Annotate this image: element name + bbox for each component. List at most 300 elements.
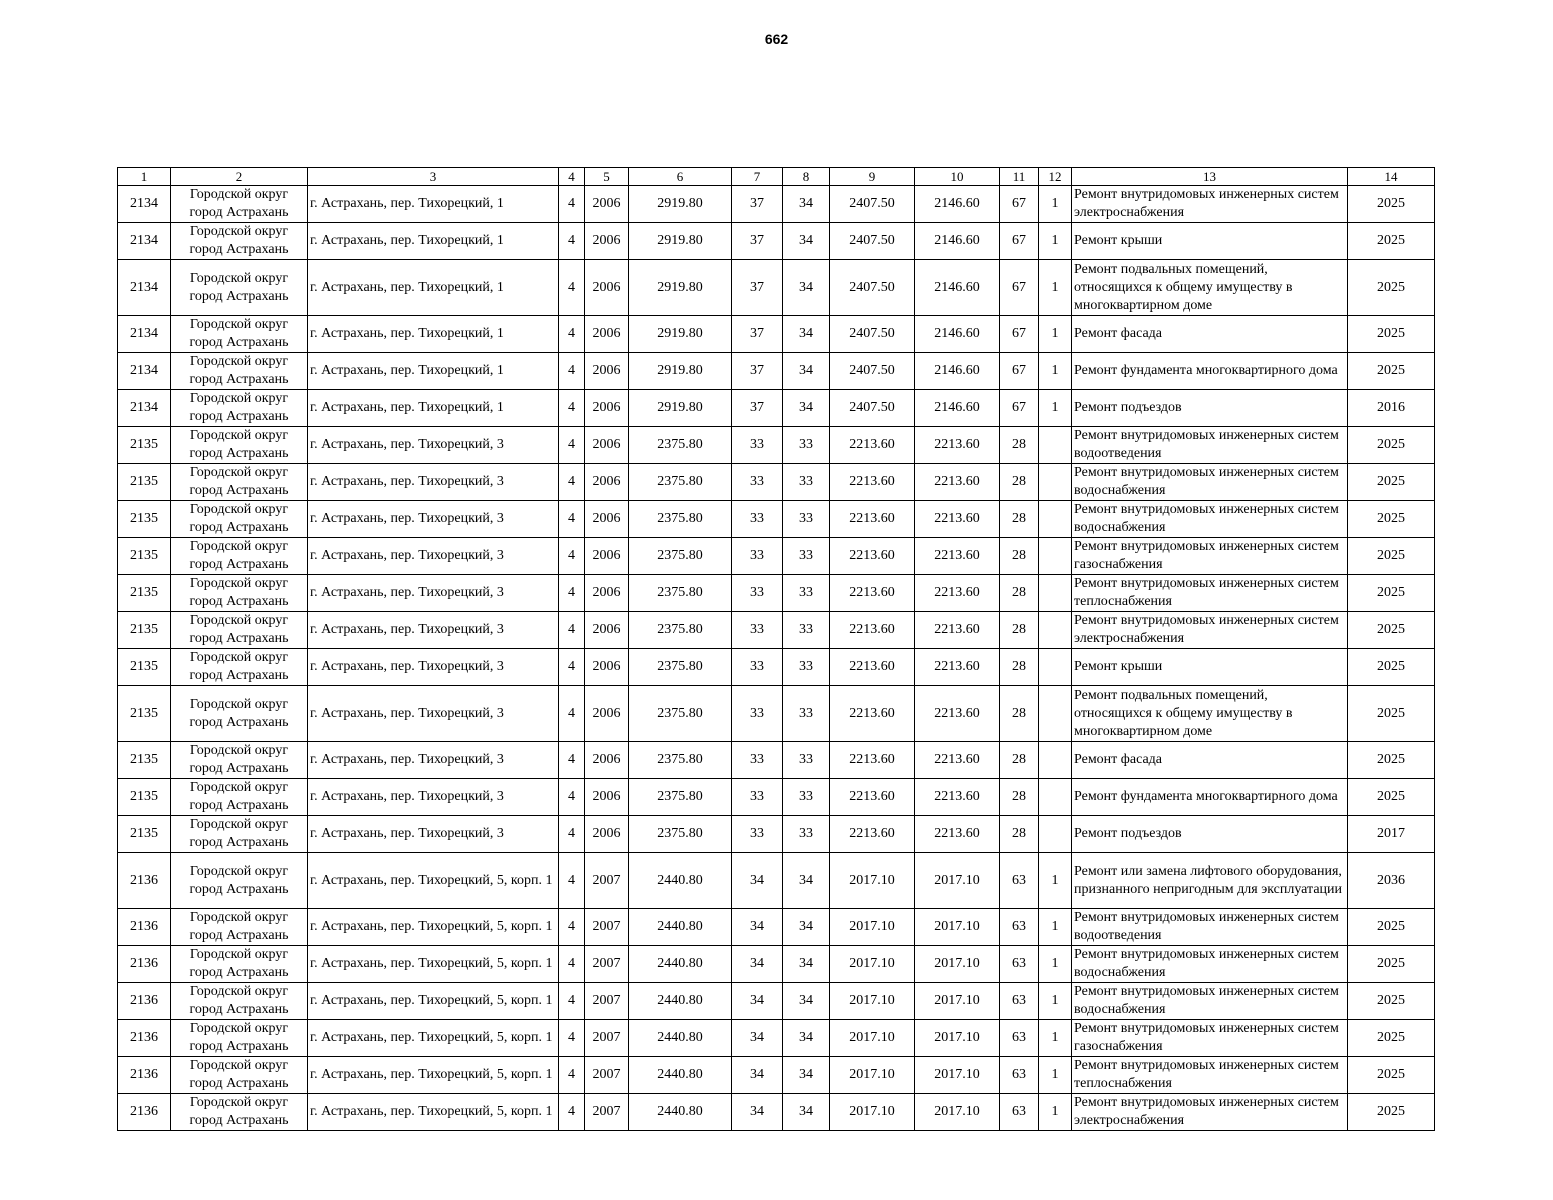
year-cell: 2006 <box>585 260 629 316</box>
municipality-cell: Городской округ город Астрахань <box>171 909 308 946</box>
planned-year-cell: 2025 <box>1348 186 1435 223</box>
col-7-value-cell: 34 <box>732 983 783 1020</box>
col-8-value-cell: 34 <box>783 390 830 427</box>
planned-year-cell: 2025 <box>1348 575 1435 612</box>
year-cell: 2006 <box>585 390 629 427</box>
col-4-value-cell: 4 <box>559 1020 585 1057</box>
planned-year-cell: 2025 <box>1348 353 1435 390</box>
col-12-value-cell: 1 <box>1039 223 1072 260</box>
table-row <box>118 464 1435 501</box>
column-number-1: 1 <box>118 168 171 186</box>
work-type-cell: Ремонт внутридомовых инженерных систем водоотведения <box>1072 909 1348 946</box>
col-8-value-cell: 34 <box>783 909 830 946</box>
record-id-cell: 2134 <box>118 223 171 260</box>
col-9-area-cell: 2017.10 <box>830 1094 915 1131</box>
col-7-value-cell: 34 <box>732 909 783 946</box>
table-row <box>118 909 1435 946</box>
year-cell: 2006 <box>585 686 629 742</box>
col-7-value-cell: 33 <box>732 538 783 575</box>
table-row <box>118 260 1435 316</box>
address-cell: г. Астрахань, пер. Тихорецкий, 5, корп. 1 <box>308 853 559 909</box>
col-6-area-cell: 2440.80 <box>629 853 732 909</box>
table-row <box>118 1094 1435 1131</box>
col-10-area-cell: 2017.10 <box>915 909 1000 946</box>
col-8-value-cell: 34 <box>783 316 830 353</box>
col-8-value-cell: 34 <box>783 223 830 260</box>
municipality-cell: Городской округ город Астрахань <box>171 260 308 316</box>
column-number-14: 14 <box>1348 168 1435 186</box>
col-11-value-cell: 28 <box>1000 612 1039 649</box>
municipality-cell: Городской округ город Астрахань <box>171 316 308 353</box>
col-6-area-cell: 2440.80 <box>629 909 732 946</box>
table-row <box>118 186 1435 223</box>
col-7-value-cell: 34 <box>732 1057 783 1094</box>
municipality-cell: Городской округ город Астрахань <box>171 464 308 501</box>
work-type-cell: Ремонт внутридомовых инженерных систем теплоснабжения <box>1072 575 1348 612</box>
table-row <box>118 612 1435 649</box>
col-10-area-cell: 2146.60 <box>915 260 1000 316</box>
address-cell: г. Астрахань, пер. Тихорецкий, 5, корп. 1 <box>308 983 559 1020</box>
address-cell: г. Астрахань, пер. Тихорецкий, 5, корп. 1 <box>308 1094 559 1131</box>
col-4-value-cell: 4 <box>559 909 585 946</box>
year-cell: 2006 <box>585 353 629 390</box>
work-type-cell: Ремонт внутридомовых инженерных систем водоотведения <box>1072 427 1348 464</box>
record-id-cell: 2136 <box>118 1057 171 1094</box>
col-10-area-cell: 2213.60 <box>915 816 1000 853</box>
col-10-area-cell: 2213.60 <box>915 501 1000 538</box>
col-4-value-cell: 4 <box>559 575 585 612</box>
col-11-value-cell: 63 <box>1000 1057 1039 1094</box>
col-8-value-cell: 34 <box>783 946 830 983</box>
col-9-area-cell: 2017.10 <box>830 1020 915 1057</box>
address-cell: г. Астрахань, пер. Тихорецкий, 3 <box>308 649 559 686</box>
col-9-area-cell: 2017.10 <box>830 1057 915 1094</box>
col-12-value-cell: 1 <box>1039 353 1072 390</box>
record-id-cell: 2135 <box>118 612 171 649</box>
col-8-value-cell: 34 <box>783 260 830 316</box>
table-row <box>118 946 1435 983</box>
column-number-5: 5 <box>585 168 629 186</box>
column-number-11: 11 <box>1000 168 1039 186</box>
municipality-cell: Городской округ город Астрахань <box>171 686 308 742</box>
planned-year-cell: 2025 <box>1348 909 1435 946</box>
col-9-area-cell: 2407.50 <box>830 223 915 260</box>
col-12-value-cell <box>1039 612 1072 649</box>
col-4-value-cell: 4 <box>559 1057 585 1094</box>
col-10-area-cell: 2213.60 <box>915 686 1000 742</box>
work-type-cell: Ремонт или замена лифтового оборудования, признанного непригодным для эксплуатации <box>1072 853 1348 909</box>
col-12-value-cell: 1 <box>1039 186 1072 223</box>
work-type-cell: Ремонт подъездов <box>1072 816 1348 853</box>
col-4-value-cell: 4 <box>559 223 585 260</box>
work-type-cell: Ремонт внутридомовых инженерных систем газоснабжения <box>1072 538 1348 575</box>
col-6-area-cell: 2440.80 <box>629 1020 732 1057</box>
col-11-value-cell: 28 <box>1000 686 1039 742</box>
col-8-value-cell: 34 <box>783 1057 830 1094</box>
table-row <box>118 742 1435 779</box>
record-id-cell: 2135 <box>118 742 171 779</box>
column-number-row <box>118 168 1435 186</box>
col-6-area-cell: 2375.80 <box>629 742 732 779</box>
column-number-12: 12 <box>1039 168 1072 186</box>
column-number-9: 9 <box>830 168 915 186</box>
year-cell: 2006 <box>585 223 629 260</box>
planned-year-cell: 2036 <box>1348 853 1435 909</box>
col-6-area-cell: 2375.80 <box>629 501 732 538</box>
col-8-value-cell: 33 <box>783 612 830 649</box>
col-7-value-cell: 33 <box>732 779 783 816</box>
col-9-area-cell: 2017.10 <box>830 909 915 946</box>
col-7-value-cell: 34 <box>732 1094 783 1131</box>
col-7-value-cell: 34 <box>732 853 783 909</box>
col-11-value-cell: 28 <box>1000 575 1039 612</box>
address-cell: г. Астрахань, пер. Тихорецкий, 3 <box>308 464 559 501</box>
col-4-value-cell: 4 <box>559 1094 585 1131</box>
col-11-value-cell: 63 <box>1000 983 1039 1020</box>
col-4-value-cell: 4 <box>559 816 585 853</box>
col-6-area-cell: 2375.80 <box>629 649 732 686</box>
municipality-cell: Городской округ город Астрахань <box>171 501 308 538</box>
col-7-value-cell: 33 <box>732 464 783 501</box>
table-row <box>118 649 1435 686</box>
col-4-value-cell: 4 <box>559 186 585 223</box>
col-10-area-cell: 2213.60 <box>915 538 1000 575</box>
municipality-cell: Городской округ город Астрахань <box>171 390 308 427</box>
col-9-area-cell: 2407.50 <box>830 260 915 316</box>
col-7-value-cell: 37 <box>732 353 783 390</box>
planned-year-cell: 2025 <box>1348 1057 1435 1094</box>
col-7-value-cell: 37 <box>732 316 783 353</box>
record-id-cell: 2135 <box>118 501 171 538</box>
col-11-value-cell: 28 <box>1000 779 1039 816</box>
planned-year-cell: 2025 <box>1348 464 1435 501</box>
work-type-cell: Ремонт подъездов <box>1072 390 1348 427</box>
work-type-cell: Ремонт внутридомовых инженерных систем водоснабжения <box>1072 946 1348 983</box>
col-8-value-cell: 33 <box>783 779 830 816</box>
col-9-area-cell: 2213.60 <box>830 501 915 538</box>
col-8-value-cell: 34 <box>783 1094 830 1131</box>
table-row <box>118 1020 1435 1057</box>
col-12-value-cell: 1 <box>1039 316 1072 353</box>
address-cell: г. Астрахань, пер. Тихорецкий, 3 <box>308 686 559 742</box>
col-12-value-cell <box>1039 816 1072 853</box>
col-4-value-cell: 4 <box>559 779 585 816</box>
planned-year-cell: 2025 <box>1348 649 1435 686</box>
planned-year-cell: 2025 <box>1348 316 1435 353</box>
record-id-cell: 2134 <box>118 316 171 353</box>
col-7-value-cell: 33 <box>732 649 783 686</box>
address-cell: г. Астрахань, пер. Тихорецкий, 1 <box>308 390 559 427</box>
col-10-area-cell: 2213.60 <box>915 464 1000 501</box>
planned-year-cell: 2017 <box>1348 816 1435 853</box>
municipality-cell: Городской округ город Астрахань <box>171 1057 308 1094</box>
work-type-cell: Ремонт внутридомовых инженерных систем водоснабжения <box>1072 983 1348 1020</box>
record-id-cell: 2136 <box>118 1094 171 1131</box>
col-4-value-cell: 4 <box>559 983 585 1020</box>
col-6-area-cell: 2919.80 <box>629 390 732 427</box>
planned-year-cell: 2025 <box>1348 501 1435 538</box>
record-id-cell: 2136 <box>118 853 171 909</box>
address-cell: г. Астрахань, пер. Тихорецкий, 1 <box>308 223 559 260</box>
col-7-value-cell: 33 <box>732 742 783 779</box>
col-8-value-cell: 34 <box>783 853 830 909</box>
planned-year-cell: 2025 <box>1348 1094 1435 1131</box>
municipality-cell: Городской округ город Астрахань <box>171 816 308 853</box>
municipality-cell: Городской округ город Астрахань <box>171 575 308 612</box>
repair-registry-table <box>117 167 1435 1131</box>
col-4-value-cell: 4 <box>559 316 585 353</box>
work-type-cell: Ремонт внутридомовых инженерных систем газоснабжения <box>1072 1020 1348 1057</box>
col-9-area-cell: 2213.60 <box>830 612 915 649</box>
col-11-value-cell: 28 <box>1000 427 1039 464</box>
col-6-area-cell: 2375.80 <box>629 686 732 742</box>
col-4-value-cell: 4 <box>559 260 585 316</box>
col-11-value-cell: 67 <box>1000 223 1039 260</box>
col-10-area-cell: 2017.10 <box>915 946 1000 983</box>
planned-year-cell: 2025 <box>1348 612 1435 649</box>
col-8-value-cell: 34 <box>783 1020 830 1057</box>
address-cell: г. Астрахань, пер. Тихорецкий, 3 <box>308 575 559 612</box>
address-cell: г. Астрахань, пер. Тихорецкий, 5, корп. 1 <box>308 909 559 946</box>
work-type-cell: Ремонт внутридомовых инженерных систем водоснабжения <box>1072 464 1348 501</box>
year-cell: 2006 <box>585 501 629 538</box>
col-9-area-cell: 2407.50 <box>830 390 915 427</box>
address-cell: г. Астрахань, пер. Тихорецкий, 3 <box>308 816 559 853</box>
municipality-cell: Городской округ город Астрахань <box>171 538 308 575</box>
col-10-area-cell: 2146.60 <box>915 316 1000 353</box>
work-type-cell: Ремонт внутридомовых инженерных систем электроснабжения <box>1072 1094 1348 1131</box>
col-8-value-cell: 33 <box>783 742 830 779</box>
table-row <box>118 538 1435 575</box>
column-number-8: 8 <box>783 168 830 186</box>
col-7-value-cell: 33 <box>732 501 783 538</box>
year-cell: 2006 <box>585 316 629 353</box>
year-cell: 2007 <box>585 1020 629 1057</box>
record-id-cell: 2135 <box>118 538 171 575</box>
table-row <box>118 353 1435 390</box>
col-9-area-cell: 2017.10 <box>830 946 915 983</box>
work-type-cell: Ремонт крыши <box>1072 649 1348 686</box>
col-12-value-cell <box>1039 742 1072 779</box>
col-10-area-cell: 2017.10 <box>915 983 1000 1020</box>
col-8-value-cell: 34 <box>783 983 830 1020</box>
col-11-value-cell: 63 <box>1000 909 1039 946</box>
col-12-value-cell <box>1039 779 1072 816</box>
municipality-cell: Городской округ город Астрахань <box>171 353 308 390</box>
col-7-value-cell: 33 <box>732 816 783 853</box>
address-cell: г. Астрахань, пер. Тихорецкий, 3 <box>308 427 559 464</box>
address-cell: г. Астрахань, пер. Тихорецкий, 1 <box>308 316 559 353</box>
col-4-value-cell: 4 <box>559 353 585 390</box>
municipality-cell: Городской округ город Астрахань <box>171 853 308 909</box>
record-id-cell: 2135 <box>118 649 171 686</box>
year-cell: 2007 <box>585 909 629 946</box>
col-4-value-cell: 4 <box>559 649 585 686</box>
col-8-value-cell: 33 <box>783 501 830 538</box>
record-id-cell: 2134 <box>118 353 171 390</box>
year-cell: 2006 <box>585 427 629 464</box>
work-type-cell: Ремонт фундамента многоквартирного дома <box>1072 353 1348 390</box>
col-11-value-cell: 67 <box>1000 316 1039 353</box>
col-11-value-cell: 28 <box>1000 742 1039 779</box>
record-id-cell: 2135 <box>118 816 171 853</box>
col-11-value-cell: 28 <box>1000 464 1039 501</box>
year-cell: 2006 <box>585 742 629 779</box>
col-11-value-cell: 67 <box>1000 390 1039 427</box>
municipality-cell: Городской округ город Астрахань <box>171 649 308 686</box>
col-10-area-cell: 2017.10 <box>915 1020 1000 1057</box>
col-8-value-cell: 34 <box>783 186 830 223</box>
column-number-4: 4 <box>559 168 585 186</box>
year-cell: 2006 <box>585 538 629 575</box>
table-row <box>118 223 1435 260</box>
table-row <box>118 686 1435 742</box>
planned-year-cell: 2025 <box>1348 427 1435 464</box>
col-10-area-cell: 2146.60 <box>915 390 1000 427</box>
col-9-area-cell: 2213.60 <box>830 575 915 612</box>
address-cell: г. Астрахань, пер. Тихорецкий, 5, корп. 1 <box>308 946 559 983</box>
col-7-value-cell: 37 <box>732 390 783 427</box>
col-4-value-cell: 4 <box>559 390 585 427</box>
work-type-cell: Ремонт внутридомовых инженерных систем электроснабжения <box>1072 186 1348 223</box>
municipality-cell: Городской округ город Астрахань <box>171 612 308 649</box>
table-row <box>118 390 1435 427</box>
page-number: 662 <box>764 31 789 47</box>
year-cell: 2006 <box>585 612 629 649</box>
planned-year-cell: 2025 <box>1348 983 1435 1020</box>
col-7-value-cell: 34 <box>732 1020 783 1057</box>
municipality-cell: Городской округ город Астрахань <box>171 742 308 779</box>
record-id-cell: 2135 <box>118 427 171 464</box>
col-6-area-cell: 2375.80 <box>629 464 732 501</box>
planned-year-cell: 2025 <box>1348 946 1435 983</box>
col-8-value-cell: 33 <box>783 686 830 742</box>
col-10-area-cell: 2213.60 <box>915 427 1000 464</box>
record-id-cell: 2134 <box>118 260 171 316</box>
col-11-value-cell: 67 <box>1000 186 1039 223</box>
address-cell: г. Астрахань, пер. Тихорецкий, 3 <box>308 779 559 816</box>
col-6-area-cell: 2919.80 <box>629 260 732 316</box>
work-type-cell: Ремонт внутридомовых инженерных систем водоснабжения <box>1072 501 1348 538</box>
col-12-value-cell: 1 <box>1039 909 1072 946</box>
col-4-value-cell: 4 <box>559 853 585 909</box>
record-id-cell: 2134 <box>118 186 171 223</box>
column-number-2: 2 <box>171 168 308 186</box>
col-4-value-cell: 4 <box>559 612 585 649</box>
col-10-area-cell: 2017.10 <box>915 1057 1000 1094</box>
planned-year-cell: 2025 <box>1348 779 1435 816</box>
municipality-cell: Городской округ город Астрахань <box>171 1094 308 1131</box>
col-11-value-cell: 67 <box>1000 260 1039 316</box>
col-6-area-cell: 2375.80 <box>629 427 732 464</box>
address-cell: г. Астрахань, пер. Тихорецкий, 5, корп. 1 <box>308 1020 559 1057</box>
year-cell: 2006 <box>585 816 629 853</box>
planned-year-cell: 2025 <box>1348 538 1435 575</box>
municipality-cell: Городской округ город Астрахань <box>171 779 308 816</box>
col-7-value-cell: 33 <box>732 612 783 649</box>
col-9-area-cell: 2213.60 <box>830 779 915 816</box>
col-7-value-cell: 37 <box>732 223 783 260</box>
col-4-value-cell: 4 <box>559 464 585 501</box>
col-7-value-cell: 33 <box>732 575 783 612</box>
planned-year-cell: 2025 <box>1348 742 1435 779</box>
col-8-value-cell: 33 <box>783 464 830 501</box>
col-12-value-cell <box>1039 538 1072 575</box>
col-6-area-cell: 2919.80 <box>629 353 732 390</box>
year-cell: 2007 <box>585 946 629 983</box>
col-4-value-cell: 4 <box>559 946 585 983</box>
col-11-value-cell: 63 <box>1000 1020 1039 1057</box>
column-number-3: 3 <box>308 168 559 186</box>
col-11-value-cell: 28 <box>1000 501 1039 538</box>
work-type-cell: Ремонт внутридомовых инженерных систем электроснабжения <box>1072 612 1348 649</box>
table-row <box>118 575 1435 612</box>
col-9-area-cell: 2213.60 <box>830 686 915 742</box>
planned-year-cell: 2016 <box>1348 390 1435 427</box>
col-12-value-cell: 1 <box>1039 983 1072 1020</box>
col-8-value-cell: 33 <box>783 816 830 853</box>
col-8-value-cell: 34 <box>783 353 830 390</box>
planned-year-cell: 2025 <box>1348 686 1435 742</box>
column-number-7: 7 <box>732 168 783 186</box>
municipality-cell: Городской округ город Астрахань <box>171 1020 308 1057</box>
col-7-value-cell: 33 <box>732 686 783 742</box>
col-8-value-cell: 33 <box>783 575 830 612</box>
col-12-value-cell: 1 <box>1039 853 1072 909</box>
record-id-cell: 2136 <box>118 909 171 946</box>
col-11-value-cell: 67 <box>1000 353 1039 390</box>
col-12-value-cell: 1 <box>1039 1057 1072 1094</box>
col-11-value-cell: 28 <box>1000 649 1039 686</box>
planned-year-cell: 2025 <box>1348 223 1435 260</box>
year-cell: 2006 <box>585 464 629 501</box>
col-11-value-cell: 63 <box>1000 853 1039 909</box>
work-type-cell: Ремонт фасада <box>1072 316 1348 353</box>
work-type-cell: Ремонт подвальных помещений, относящихся к общему имуществу в многоквартирном доме <box>1072 686 1348 742</box>
year-cell: 2007 <box>585 1094 629 1131</box>
year-cell: 2007 <box>585 853 629 909</box>
col-10-area-cell: 2146.60 <box>915 186 1000 223</box>
table-row <box>118 501 1435 538</box>
work-type-cell: Ремонт крыши <box>1072 223 1348 260</box>
table-row <box>118 779 1435 816</box>
col-12-value-cell <box>1039 464 1072 501</box>
table-row <box>118 427 1435 464</box>
col-12-value-cell <box>1039 501 1072 538</box>
col-6-area-cell: 2375.80 <box>629 816 732 853</box>
col-10-area-cell: 2213.60 <box>915 779 1000 816</box>
col-9-area-cell: 2407.50 <box>830 353 915 390</box>
table-row <box>118 983 1435 1020</box>
col-9-area-cell: 2017.10 <box>830 853 915 909</box>
col-12-value-cell: 1 <box>1039 1094 1072 1131</box>
col-8-value-cell: 33 <box>783 427 830 464</box>
col-4-value-cell: 4 <box>559 742 585 779</box>
record-id-cell: 2136 <box>118 983 171 1020</box>
col-10-area-cell: 2213.60 <box>915 575 1000 612</box>
work-type-cell: Ремонт внутридомовых инженерных систем теплоснабжения <box>1072 1057 1348 1094</box>
col-6-area-cell: 2440.80 <box>629 946 732 983</box>
col-9-area-cell: 2407.50 <box>830 186 915 223</box>
col-9-area-cell: 2213.60 <box>830 742 915 779</box>
col-4-value-cell: 4 <box>559 427 585 464</box>
year-cell: 2006 <box>585 575 629 612</box>
col-6-area-cell: 2375.80 <box>629 575 732 612</box>
col-12-value-cell: 1 <box>1039 260 1072 316</box>
planned-year-cell: 2025 <box>1348 1020 1435 1057</box>
col-10-area-cell: 2017.10 <box>915 853 1000 909</box>
work-type-cell: Ремонт фасада <box>1072 742 1348 779</box>
